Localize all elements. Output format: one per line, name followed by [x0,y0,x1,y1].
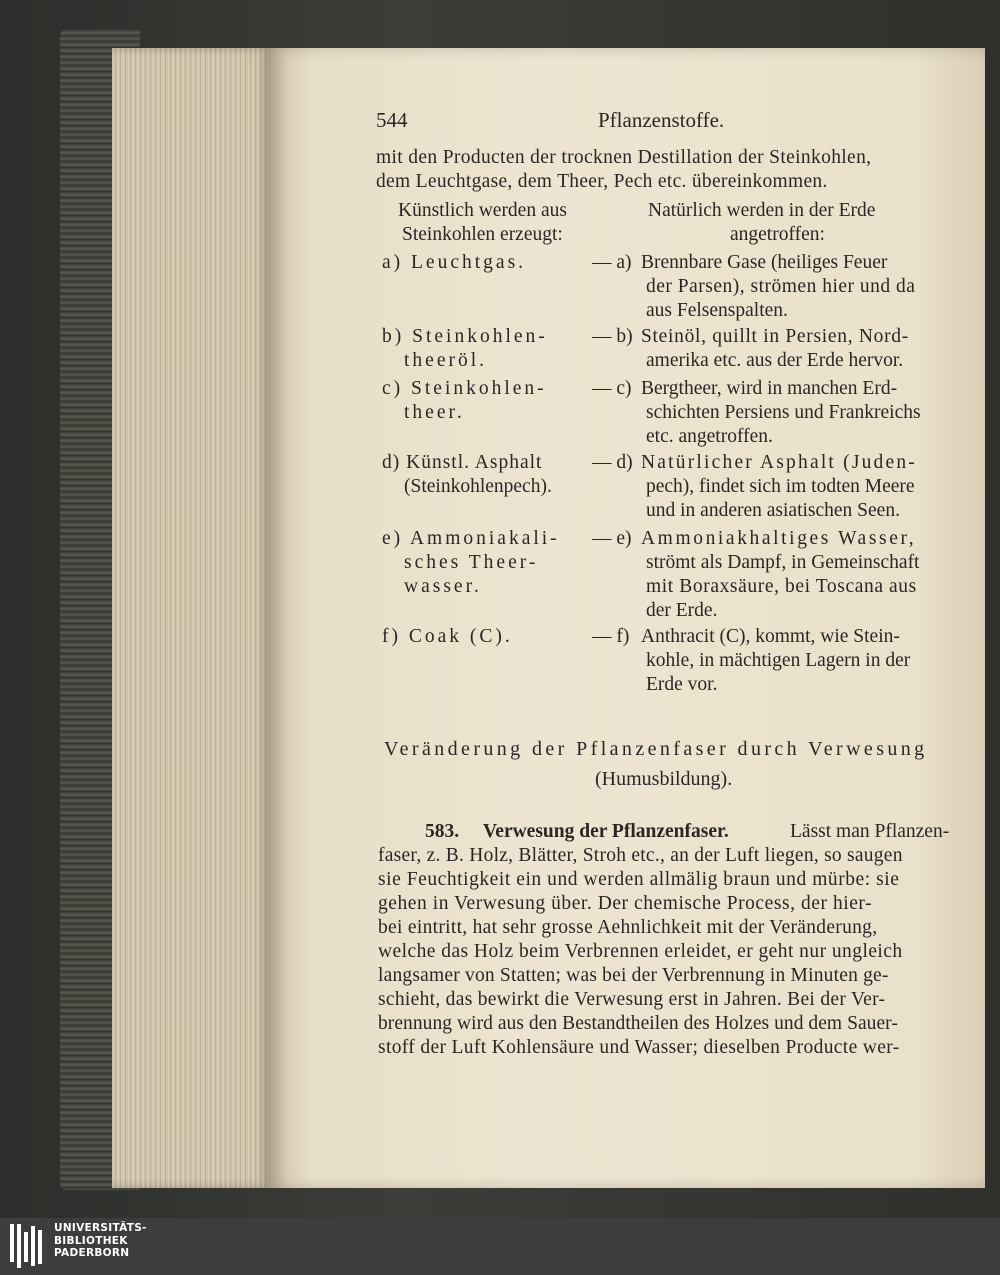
left-column-heading-2: Steinkohlen erzeugt: [402,224,563,245]
page-edges [112,48,270,1188]
row-e-dash: — e) [592,528,632,549]
row-e-right-3: mit Boraxsäure, bei Toscana aus [646,576,917,597]
right-column-heading-2: angetroffen: [730,224,825,245]
paragraph-line-3: sie Feuchtigkeit ein und werden allmälig braun und mürbe: sie [378,869,900,890]
paragraph-line-8: schieht, das bewirkt die Verwesung erst in Jahren. Bei der Ver- [378,989,886,1010]
row-d-right-2: pech), findet sich im todten Meere [646,476,915,497]
row-f-right-2: kohle, in mächtigen Lagern in der [646,650,911,671]
library-logo-icon [10,1224,46,1268]
section-title: Veränderung der Pflanzenfaser durch Verwesung [384,738,928,760]
row-b-right-1: Steinöl, quillt in Persien, Nord- [641,326,909,347]
logo-line-1: UNIVERSITÄTS- [54,1222,147,1234]
row-e-left-1: e) Ammoniakali- [382,528,560,549]
paragraph-line-1: Lässt man Pflanzen- [790,821,950,842]
paragraph-line-9: brennung wird aus den Bestandtheilen des Holzes und dem Sauer- [378,1013,898,1034]
row-a-right-2: der Parsen), strömen hier und da [646,276,916,297]
paragraph-line-7: langsamer von Statten; was bei der Verbrennung in Minuten ge- [378,965,889,986]
row-e-right-2: strömt als Dampf, in Gemeinschaft [646,552,920,573]
row-e-left-2: sches Theer- [404,552,539,573]
paragraph-line-10: stoff der Luft Kohlensäure und Wasser; dieselben Producte wer- [378,1037,900,1058]
row-f-right-1: Anthracit (C), kommt, wie Stein- [641,626,900,647]
library-logo-text [54,1222,147,1260]
row-d-left-1: d) Künstl. Asphalt [382,452,543,473]
paragraph-line-5: bei eintritt, hat sehr grosse Aehnlichkeit mit der Veränderung, [378,917,878,938]
row-d-left-2: (Steinkohlenpech). [404,476,552,497]
intro-line-2: dem Leuchtgase, dem Theer, Pech etc. übereinkommen. [376,171,828,192]
row-a-right-1: Brennbare Gase (heiliges Feuer [641,252,888,273]
row-e-left-3: wasser. [404,576,482,597]
row-c-right-2: schichten Persiens und Frankreichs [646,402,921,423]
row-c-left-2: theer. [404,402,465,423]
row-c-right-3: etc. angetroffen. [646,426,773,447]
row-c-left-1: c) Steinkohlen- [382,378,547,399]
row-b-left-2: theeröl. [404,350,488,371]
row-c-dash: — c) [592,378,632,399]
right-column-heading-1: Natürlich werden in der Erde [648,200,876,221]
paragraph-heading: Verwesung der Pflanzenfaser. [483,821,729,842]
row-e-right-4: der Erde. [646,600,718,621]
page-title: Pflanzenstoffe. [598,108,725,132]
logo-line-3: PADERBORN [54,1247,130,1259]
row-f-right-3: Erde vor. [646,674,718,695]
row-c-right-1: Bergtheer, wird in manchen Erd- [641,378,898,399]
section-subtitle: (Humusbildung). [595,768,733,790]
row-f-dash: — f) [592,626,630,647]
left-column-heading-1: Künstlich werden aus [398,200,567,221]
logo-line-2: BIBLIOTHEK [54,1234,128,1247]
row-e-right-1: Ammoniakhaltiges Wasser, [641,528,917,549]
row-b-dash: — b) [592,326,633,347]
library-footer [0,1218,1000,1275]
paragraph-number: 583. [425,821,460,842]
row-a-right-3: aus Felsenspalten. [646,300,788,321]
row-a-dash: — a) [592,252,632,273]
row-b-left-1: b) Steinkohlen- [382,326,548,347]
row-b-right-2: amerika etc. aus der Erde hervor. [646,350,904,371]
paragraph-line-4: gehen in Verwesung über. Der chemische Process, der hier- [378,893,873,914]
page-number: 544 [376,108,408,132]
paragraph-line-2: faser, z. B. Holz, Blätter, Stroh etc., an der Luft liegen, so saugen [378,845,903,866]
row-d-right-3: und in anderen asiatischen Seen. [646,500,900,521]
row-d-right-1: Natürlicher Asphalt (Juden- [641,452,918,473]
row-f-left: f) Coak (C). [382,626,513,647]
page-right-edge [985,60,1000,1180]
paragraph-line-6: welche das Holz beim Verbrennen erleidet, er geht nur ungleich [378,941,903,962]
row-d-dash: — d) [592,452,633,473]
row-a-left: a) Leuchtgas. [382,252,527,273]
intro-line-1: mit den Producten der trocknen Destillation der Steinkohlen, [376,147,872,168]
